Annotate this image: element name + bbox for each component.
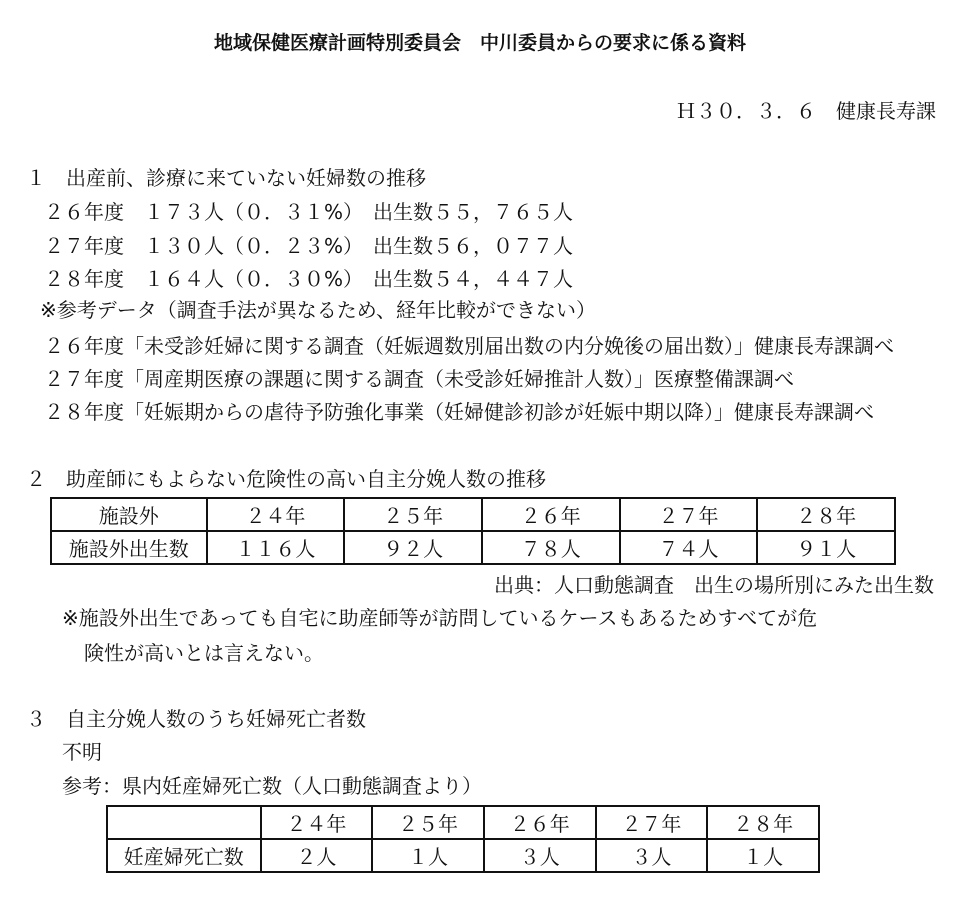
table-header-cell: ２５年 [344, 498, 482, 531]
table-header-cell: ２４年 [207, 498, 345, 531]
table-header-cell: ２５年 [372, 806, 484, 839]
table-cell: ７８人 [482, 531, 620, 564]
table-cell: １人 [372, 839, 484, 872]
table-cell: １１６人 [207, 531, 345, 564]
table-cell: ３人 [484, 839, 596, 872]
table-cell: ７４人 [620, 531, 758, 564]
section1-row: ２６年度 １７３人（０．３１%） 出生数５５，７６５人 [44, 200, 574, 224]
section3-heading: ３ 自主分娩人数のうち妊婦死亡者数 [26, 707, 366, 731]
table-header-cell: ２４年 [261, 806, 373, 839]
date-department: Ｈ３０．３．６ 健康長寿課 [676, 99, 936, 123]
section3-answer: 不明 [62, 740, 102, 764]
section1-source: ２７年度「周産期医療の課題に関する調査（未受診妊婦推計人数）」医療整備課調べ [44, 367, 794, 391]
section2-source: 出典：人口動態調査 出生の場所別にみた出生数 [494, 573, 934, 597]
table-cell: 妊産婦死亡数 [107, 839, 261, 872]
table-header-cell: ２８年 [757, 498, 895, 531]
section1-source: ２６年度「未受診妊婦に関する調査（妊娠週数別届出数の内分娩後の届出数）」健康長寿課調べ [44, 334, 894, 358]
document-title: 地域保健医療計画特別委員会 中川委員からの要求に係る資料 [213, 32, 746, 54]
table-header-cell: ２７年 [620, 498, 758, 531]
section1-source: ２８年度「妊娠期からの虐待予防強化事業（妊婦健診初診が妊娠中期以降）」健康長寿課調べ [44, 400, 874, 424]
table-row [51, 531, 895, 564]
table-header-cell: ２８年 [707, 806, 819, 839]
table-cell: １人 [707, 839, 819, 872]
table-cell: ２人 [261, 839, 373, 872]
section1-row: ２７年度 １３０人（０．２３%） 出生数５６，０７７人 [44, 234, 574, 258]
home-births-table [50, 497, 896, 565]
section1-row: ２８年度 １６４人（０．３０%） 出生数５４，４４７人 [44, 267, 574, 291]
table-header-cell: ２７年 [596, 806, 708, 839]
table-header-cell: ２６年 [484, 806, 596, 839]
section2-heading: ２ 助産師にもよらない危険性の高い自主分娩人数の推移 [26, 467, 546, 491]
section1-note: ※参考データ（調査手法が異なるため、経年比較ができない） [40, 298, 596, 322]
table-header-cell: 施設外 [51, 498, 207, 531]
section2-note-continued: 険性が高いとは言えない。 [84, 641, 324, 665]
table-header-row [51, 498, 895, 531]
table-header-cell [107, 806, 261, 839]
table-row [107, 839, 819, 872]
table-header-row [107, 806, 819, 839]
section2-note: ※施設外出生であっても自宅に助産師等が訪問しているケースもあるためすべてが危 [62, 606, 818, 630]
table-cell: ９１人 [757, 531, 895, 564]
section1-heading: １ 出産前、診療に来ていない妊婦数の推移 [26, 166, 426, 190]
section3-reference: 参考：県内妊産婦死亡数（人口動態調査より） [62, 774, 482, 798]
table-cell: ３人 [596, 839, 708, 872]
maternal-deaths-table [106, 805, 820, 873]
table-cell: 施設外出生数 [51, 531, 207, 564]
table-header-cell: ２６年 [482, 498, 620, 531]
table-cell: ９２人 [344, 531, 482, 564]
